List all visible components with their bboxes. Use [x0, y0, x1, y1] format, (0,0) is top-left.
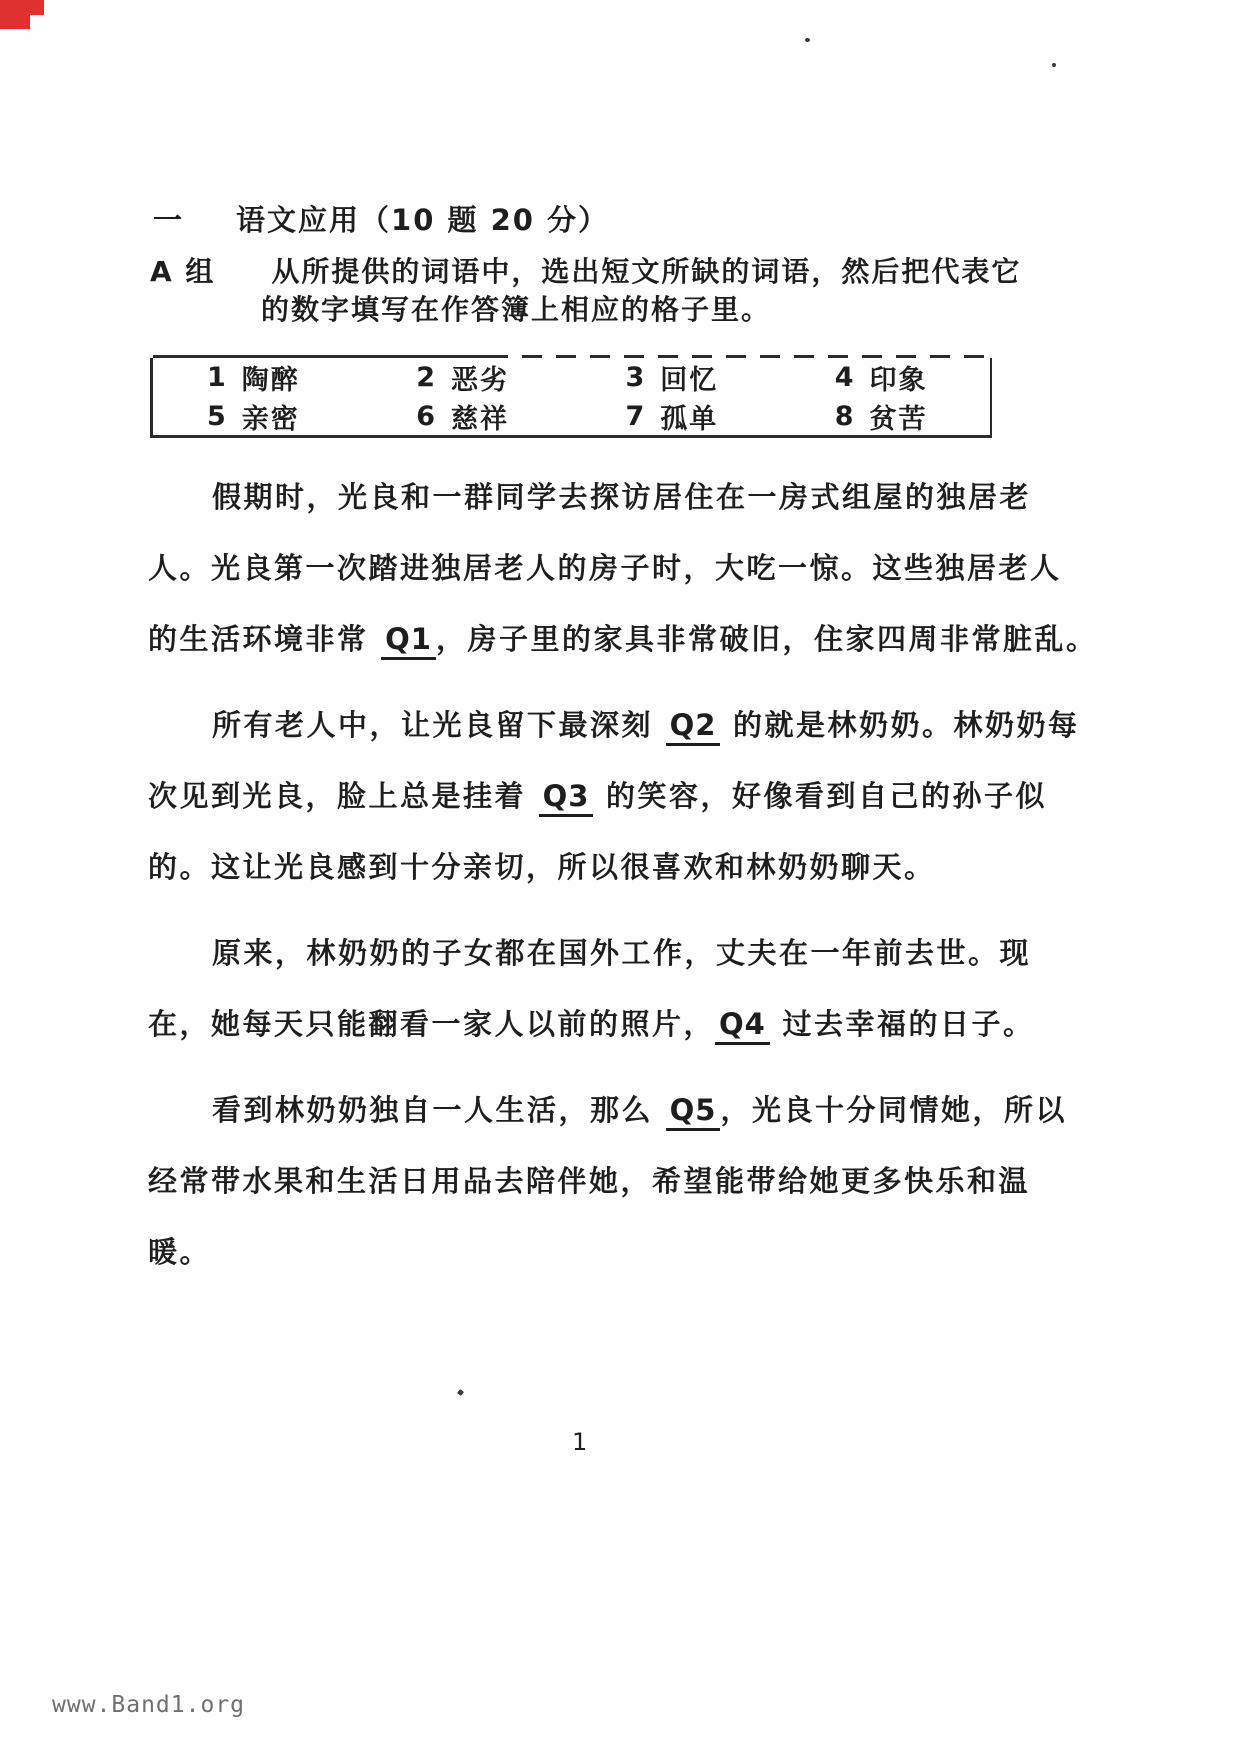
word-bank-item [362, 358, 571, 397]
word-bank-item-number: 8 [834, 401, 856, 432]
passage-line [148, 761, 1108, 832]
passage-text: 过去幸福的日子。 [769, 1007, 1035, 1041]
word-bank-item-number: 1 [207, 362, 228, 393]
word-bank-item-number: 7 [625, 401, 647, 432]
passage-line [148, 604, 1108, 675]
word-bank-item [362, 397, 571, 436]
passage-paragraph [148, 1075, 1108, 1288]
blank-q4: Q4 [715, 1007, 770, 1045]
word-bank-box [150, 358, 992, 438]
word-bank-item-number: 3 [625, 362, 647, 393]
passage-line [148, 1217, 1108, 1288]
passage-text: 人。光良第一次踏进独居老人的房子时，大吃一惊。这些独居老人 [148, 551, 1062, 585]
word-bank-item-word: 印象 [869, 365, 928, 396]
passage [148, 462, 1108, 1303]
passage-text: 所有老人中，让光良留下最深刻 [212, 708, 666, 742]
word-bank-item-number: 6 [416, 401, 438, 432]
passage-text: ，房子里的家具非常破旧，住家四周非常脏乱。 [435, 622, 1098, 656]
passage-text: 看到林奶奶独自一人生活，那么 [212, 1093, 666, 1127]
word-bank-item-number: 4 [834, 362, 856, 393]
passage-text: 的笑容，好像看到自己的孙子似 [593, 779, 1048, 813]
passage-line [148, 832, 1108, 903]
passage-text: 暖。 [148, 1235, 212, 1269]
watermark-url: www.Band1.org [52, 1692, 246, 1718]
passage-paragraph [148, 690, 1108, 903]
passage-line [148, 533, 1108, 604]
blank-q5: Q5 [666, 1093, 721, 1131]
word-bank-item-word: 恶劣 [451, 365, 510, 396]
passage-text: 假期时，光良和一群同学去探访居住在一房式组屋的独居老 [212, 480, 1032, 514]
passage-line [148, 690, 1108, 761]
passage-text: ，光良十分同情她，所以 [720, 1093, 1067, 1127]
passage-text: 次见到光良，脸上总是挂着 [148, 779, 539, 813]
group-instruction-row [150, 250, 1021, 290]
word-bank-item-number: 2 [416, 362, 438, 393]
passage-line [148, 1075, 1108, 1146]
word-bank-item [572, 358, 781, 397]
word-bank-item [781, 397, 990, 436]
passage-line [148, 989, 1108, 1060]
word-bank-item-word: 亲密 [241, 404, 300, 435]
instruction-line-2: 的数字填写在作答簿上相应的格子里。 [261, 293, 772, 326]
scan-artifact-dot [1052, 63, 1056, 67]
word-bank-item [153, 358, 362, 397]
passage-paragraph [148, 918, 1108, 1060]
blank-q3: Q3 [539, 779, 594, 817]
passage-text: 的就是林奶奶。林奶奶每 [720, 708, 1080, 742]
passage-paragraph [148, 462, 1108, 675]
section-heading [153, 198, 609, 239]
word-bank-item [572, 397, 781, 436]
passage-text: 原来，林奶奶的子女都在国外工作，丈夫在一年前去世。现 [212, 936, 1032, 970]
red-corner-scan-mark [0, 0, 44, 15]
word-bank-item-number: 5 [207, 401, 228, 432]
instruction-line-1: 从所提供的词语中，选出短文所缺的词语，然后把代表它 [271, 255, 1022, 288]
word-bank-item-word: 孤单 [660, 404, 719, 435]
passage-line [148, 918, 1108, 989]
blank-q1: Q1 [381, 622, 436, 660]
section-number: 一 [153, 203, 185, 237]
word-bank-item-word: 慈祥 [451, 404, 510, 435]
word-bank-item-word: 回忆 [660, 365, 719, 396]
passage-line [148, 462, 1108, 533]
blank-q2: Q2 [666, 708, 721, 746]
scan-artifact-dot [457, 1389, 464, 1396]
passage-text: 的生活环境非常 [148, 622, 382, 656]
page-number: 1 [572, 1428, 588, 1456]
word-bank-item-word: 陶醉 [241, 365, 300, 396]
group-label: A 组 [150, 255, 216, 288]
word-bank-item [153, 397, 362, 436]
passage-line [148, 1146, 1108, 1217]
word-bank-item [781, 358, 990, 397]
section-title: 语文应用（10 题 20 分） [236, 203, 610, 237]
word-bank-item-word: 贫苦 [869, 404, 928, 435]
passage-text: 在，她每天只能翻看一家人以前的照片， [148, 1007, 716, 1041]
passage-text: 的。这让光良感到十分亲切，所以很喜欢和林奶奶聊天。 [148, 850, 936, 884]
word-bank-grid [153, 358, 990, 435]
scan-artifact-dot [805, 38, 810, 42]
passage-text: 经常带水果和生活日用品去陪伴她，希望能带给她更多快乐和温 [148, 1164, 1031, 1198]
red-corner-scan-mark [0, 15, 30, 29]
